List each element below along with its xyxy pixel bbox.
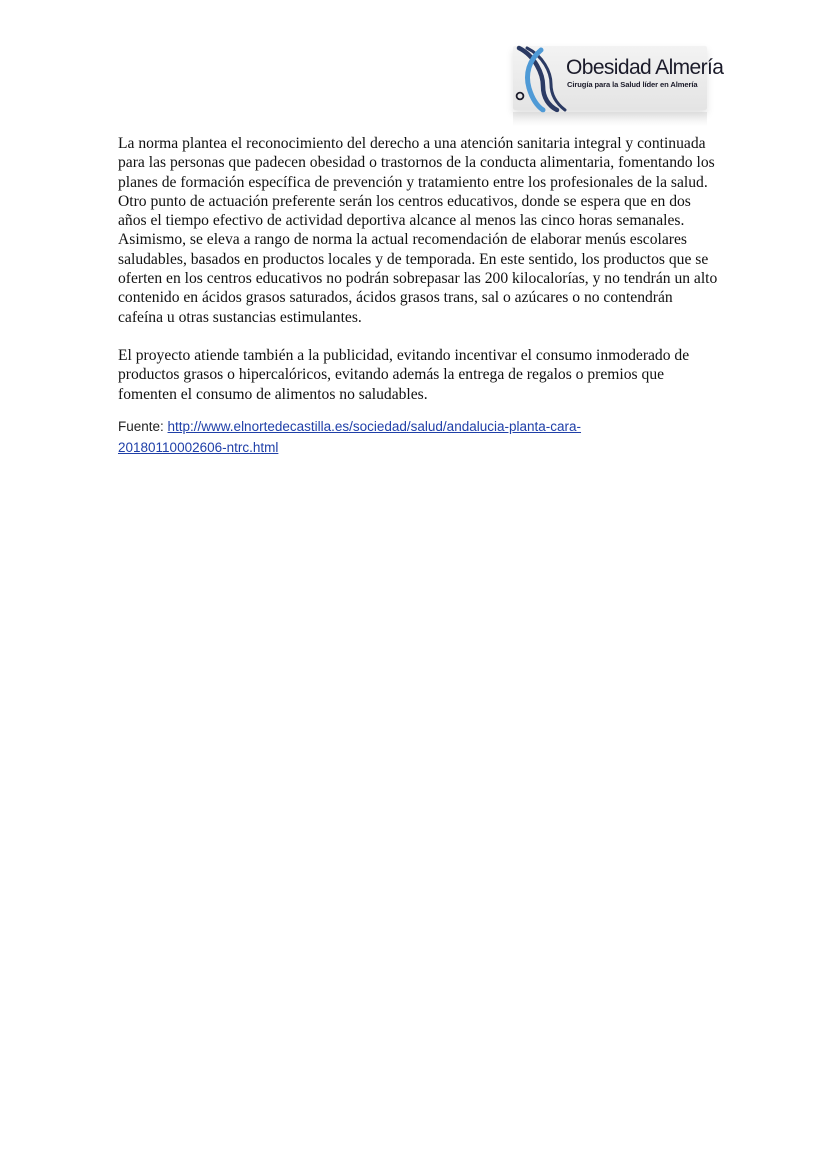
- logo-tagline: Cirugía para la Salud líder en Almería: [567, 80, 698, 89]
- logo-name: Obesidad Almería: [566, 56, 724, 79]
- source-label: Fuente:: [118, 418, 168, 434]
- source-url-line1: http://www.elnortedecastilla.es/sociedad/salud/andalucia-planta-cara-: [167, 418, 582, 434]
- source-link[interactable]: [118, 419, 581, 455]
- source-url-line2: 20180110002606-ntrc.html: [118, 439, 279, 455]
- source-citation: [118, 416, 718, 458]
- paragraph-publicidad: El proyecto atiende también a la publicidad, evitando incentivar el consumo inmoderado de productos grasos o hipercalóricos, evitando además la entrega de regalos o premios que fomenten el consumo de alimentos no saludables.: [118, 346, 690, 403]
- logo: [513, 46, 724, 110]
- paragraph-norma: La norma plantea el reconocimiento del derecho a una atención sanitaria integral y continuada para las personas que padecen obesidad o trastornos de la conducta alimentaria, fomentando los planes de formación específica de prevención y tratamiento entre los profesionales de la salud. Otro punto de actuación preferente serán los centros educativos, donde se espera que en dos años el tiempo efectivo de actividad deportiva alcance al menos las cinco horas semanales. Asimismo, se eleva a rango de norma la actual recomendación de elaborar menús escolares saludables, basados en productos locales y de temporada. En este sentido, los productos que se oferten en los centros educativos no podrán sobrepasar las 200 kilocalorías, y no tendrán un alto contenido en ácidos grasos saturados, ácidos grasos trans, sal o azúcares o no contendrán cafeína u otras sustancias estimulantes.: [118, 135, 718, 326]
- logo-reflection: [513, 112, 707, 126]
- article-body: [118, 134, 718, 458]
